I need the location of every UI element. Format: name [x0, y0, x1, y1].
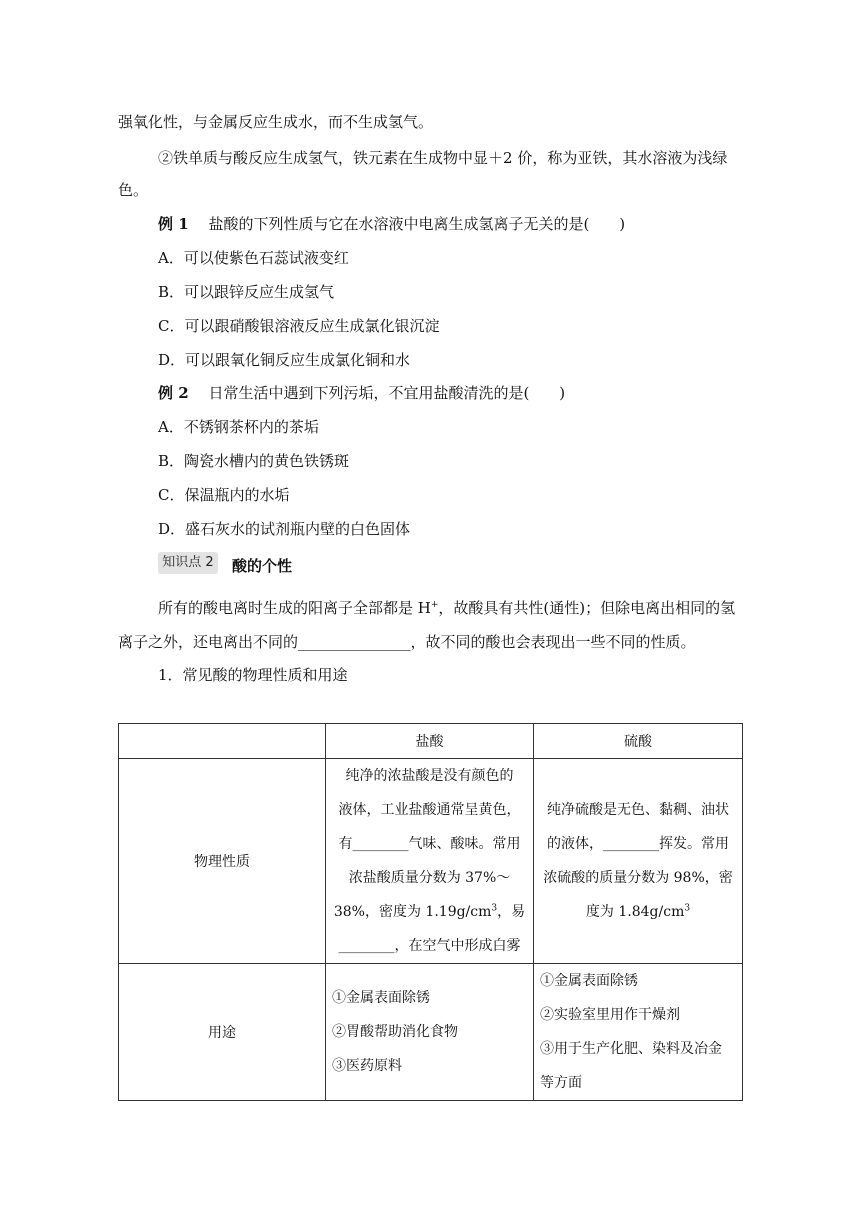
cell-line: 浓硫酸的质量分数为 98%，密	[543, 870, 733, 886]
example-2-option-a: A．不锈钢茶杯内的茶垢	[158, 418, 319, 436]
example-1-option-a: A．可以使紫色石蕊试液变红	[158, 249, 349, 267]
paragraph-line: 强氧化性，与金属反应生成水，而不生成氢气。	[118, 113, 434, 131]
table-row-physical	[119, 759, 743, 964]
example-2-question	[158, 383, 565, 403]
example-1-label: 例 1	[158, 215, 189, 233]
cell-line: 纯净硫酸是无色、黏稠、油状	[547, 802, 729, 818]
cell-line	[332, 895, 527, 929]
paragraph-line: 色。	[118, 181, 149, 199]
cell-line: ①金属表面除锈	[332, 990, 430, 1006]
example-1-question	[158, 214, 625, 234]
example-1-option-b: B．可以跟锌反应生成氢气	[158, 283, 335, 301]
cell-line	[540, 895, 736, 929]
acid-properties-table	[118, 723, 743, 1101]
knowledge-point-badge: 知识点 2	[158, 552, 218, 574]
cell-text: 度为 1.84g/cm	[585, 904, 685, 920]
intro-text: ，故酸具有共性(通性)；但除电离出相同的氢	[438, 599, 736, 617]
intro-text: 所有的酸电离时生成的阳离子全部都是 H	[158, 599, 431, 617]
example-2-option-b: B．陶瓷水槽内的黄色铁锈斑	[158, 452, 350, 470]
example-2-label: 例 2	[158, 384, 189, 402]
example-1-option-d: D．可以跟氧化铜反应生成氯化铜和水	[158, 351, 411, 369]
cell-line: 的液体，________挥发。常用	[547, 836, 729, 852]
example-1-text: 盐酸的下列性质与它在水溶液中电离生成氢离子无关的是( )	[208, 215, 626, 233]
table-header-row	[119, 724, 743, 759]
section-intro-line: 离子之外，还电离出不同的_______________，故不同的酸也会表现出一些不同的性质。	[118, 633, 696, 651]
header-cell-h2so4: 硫酸	[534, 724, 743, 759]
cell-line: ①金属表面除锈	[540, 973, 638, 989]
cell-line: 纯净的浓盐酸是没有颜色的	[345, 768, 514, 784]
cell-line: 浓盐酸质量分数为 37%～	[348, 870, 511, 886]
cell-line: 液体，工业盐酸通常呈黄色，	[338, 802, 521, 818]
hcl-physical-cell	[326, 759, 534, 964]
example-2-option-c: C．保温瓶内的水垢	[158, 486, 290, 504]
cell-text: ，易	[497, 904, 526, 920]
row-label: 物理性质	[119, 759, 326, 964]
superscript-3: 3	[491, 903, 498, 914]
subheading: 1．常见酸的物理性质和用途	[158, 666, 348, 684]
cell-line: ②胃酸帮助消化食物	[332, 1024, 458, 1040]
superscript-3: 3	[684, 903, 691, 914]
superscript-plus: +	[430, 600, 439, 610]
header-cell	[119, 724, 326, 759]
cell-line: 有________气味、酸味。常用	[338, 836, 521, 852]
table-row-use	[119, 964, 743, 1101]
example-1-option-c: C．可以跟硝酸银溶液反应生成氯化银沉淀	[158, 317, 440, 335]
section-intro-line	[158, 598, 735, 618]
cell-line: ③用于生产化肥、染料及冶金	[540, 1041, 722, 1057]
h2so4-physical-cell	[534, 759, 743, 964]
cell-line: ③医药原料	[332, 1058, 402, 1074]
cell-line: ________，在空气中形成白雾	[338, 938, 521, 954]
cell-line: ②实验室里用作干燥剂	[540, 1007, 680, 1023]
section-title: 酸的个性	[232, 557, 293, 575]
cell-line: 等方面	[540, 1075, 582, 1091]
header-cell-hcl: 盐酸	[326, 724, 534, 759]
row-label: 用途	[119, 964, 326, 1101]
example-2-text: 日常生活中遇到下列污垢，不宜用盐酸清洗的是( )	[208, 384, 566, 402]
h2so4-use-cell	[534, 964, 743, 1101]
hcl-use-cell	[326, 964, 534, 1101]
paragraph-line: ②铁单质与酸反应生成氢气，铁元素在生成物中显＋2 价，称为亚铁，其水溶液为浅绿	[158, 149, 728, 167]
example-2-option-d: D．盛石灰水的试剂瓶内壁的白色固体	[158, 520, 411, 538]
cell-text: 38%，密度为 1.19g/cm	[333, 904, 492, 920]
